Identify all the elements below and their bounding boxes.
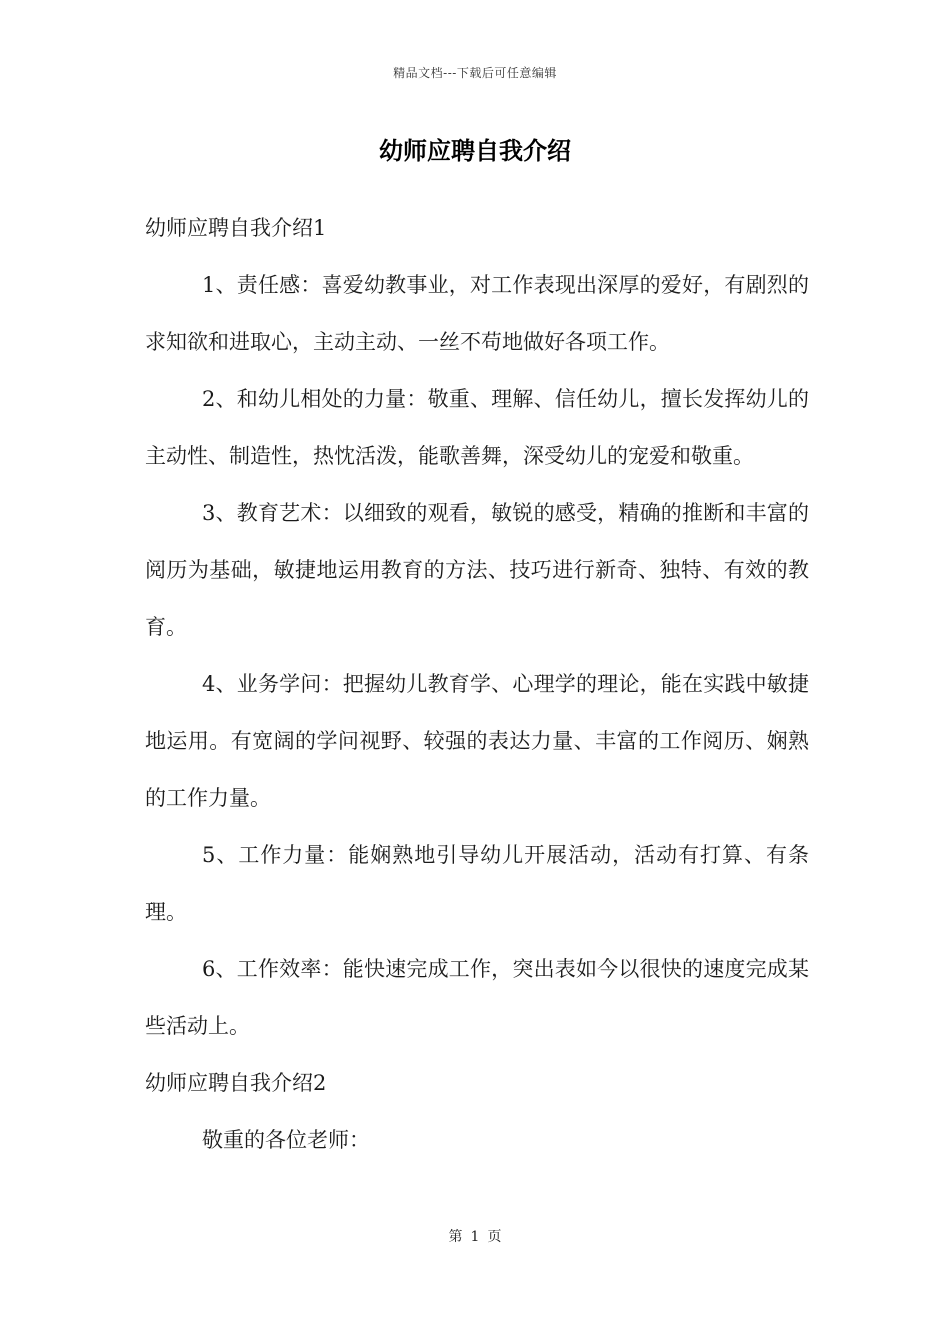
section-heading-2: 幼师应聘自我介绍2 [145, 1071, 327, 1095]
greeting-line: 敬重的各位老师： [202, 1128, 370, 1152]
paragraph-work-efficiency: 6、工作效率：能快速完成工作，突出表如今以很快的速度完成某些活动上。 [145, 957, 809, 1038]
page-prefix: 第 [448, 1229, 463, 1245]
paragraph-child-relations: 2、和幼儿相处的力量：敬重、理解、信任幼儿，擅长发挥幼儿的主动性、制造性，热忱活泼，能歌善舞，深受幼儿的宠爱和敬重。 [145, 387, 809, 468]
paragraph-teaching-art: 3、教育艺术：以细致的观看，敏锐的感受，精确的推断和丰富的阅历为基础，敏捷地运用教育的方法、技巧进行新奇、独特、有效的教育。 [145, 501, 809, 639]
paragraph-responsibility: 1、责任感：喜爱幼教事业，对工作表现出深厚的爱好，有剧烈的求知欲和进取心，主动主动、一丝不苟地做好各项工作。 [145, 273, 809, 354]
page-header: 精品文档---下载后可任意编辑 [393, 66, 557, 80]
paragraph-professional-knowledge: 4、业务学问：把握幼儿教育学、心理学的理论，能在实践中敏捷地运用。有宽阔的学问视野、较强的表达力量、丰富的工作阅历、娴熟的工作力量。 [145, 672, 809, 810]
section-heading-1: 幼师应聘自我介绍1 [145, 216, 327, 240]
document-body [145, 200, 809, 1169]
page-suffix: 页 [487, 1229, 502, 1245]
page-number: 1 [470, 1229, 480, 1245]
paragraph-work-ability: 5、工作力量：能娴熟地引导幼儿开展活动，活动有打算、有条理。 [145, 843, 809, 924]
document-title: 幼师应聘自我介绍 [379, 136, 571, 165]
page-footer [0, 1226, 950, 1246]
